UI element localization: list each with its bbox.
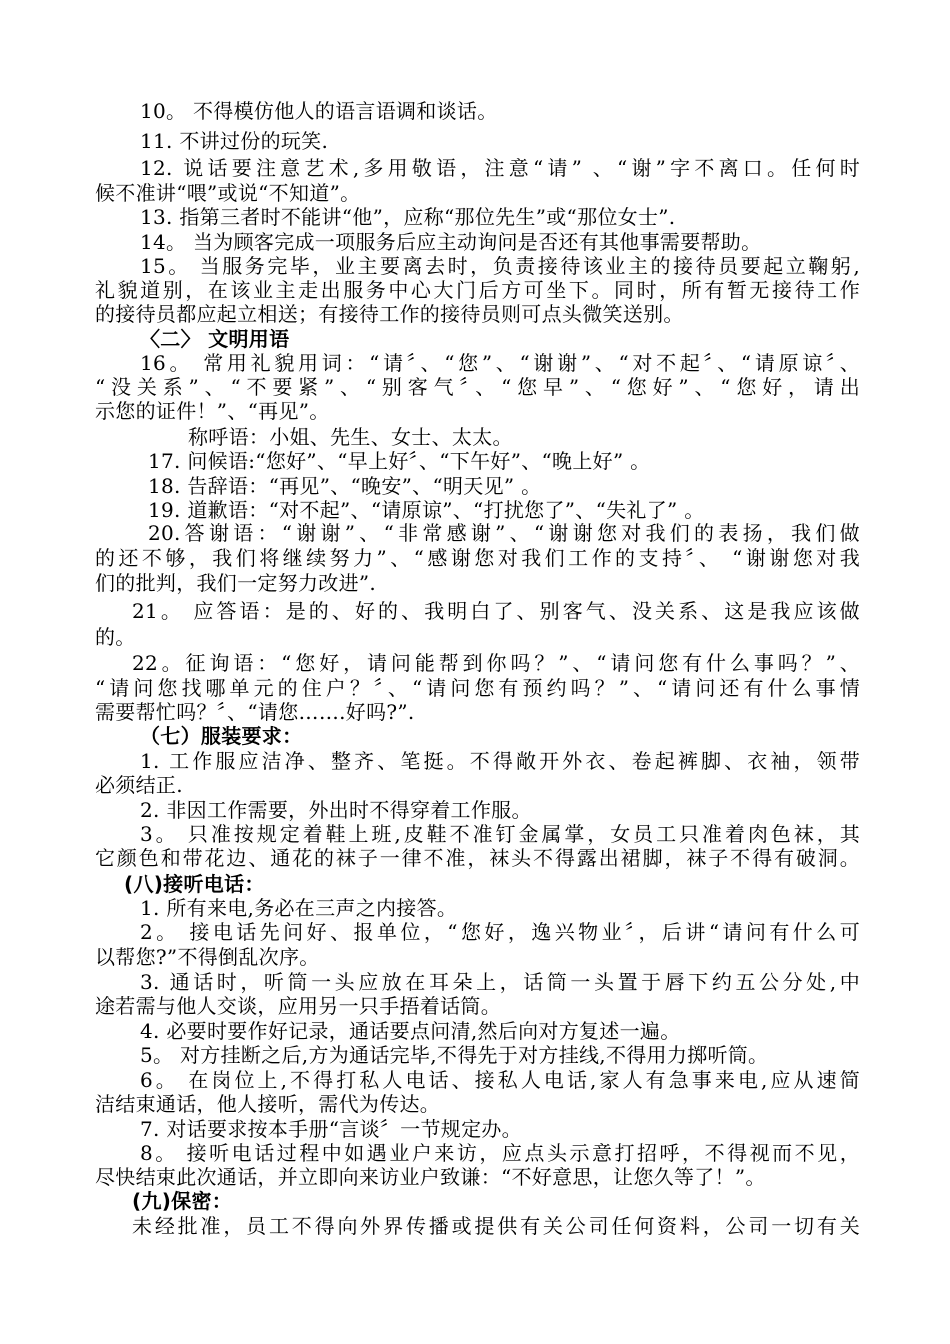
text-line: 10。 不得模仿他人的语言语调和谈话。	[140, 99, 498, 123]
text-line: 未经批准，员工不得向外界传播或提供有关公司任何资料，公司一切有关	[132, 1214, 860, 1238]
text-line: 16。 常用礼貌用词：“请〞、“您”、“谢谢”、“对不起〞、“请原谅〞、	[140, 351, 860, 375]
text-line: 们的批判，我们一定努力改进”.	[95, 571, 377, 595]
text-line: 1. 所有来电,务必在三声之内接答。	[140, 896, 458, 920]
text-line: 22。征询语：“您好，请问能帮到你吗？”、“请问您有什么事吗？”、	[132, 651, 860, 675]
text-line: 7. 对话要求按本手册“言谈〞一节规定办。	[140, 1117, 522, 1141]
text-line: 的接待员都应起立相送；有接待工作的接待员则可点头微笑送别。	[95, 302, 684, 326]
text-line: 11. 不讲过份的玩笑.	[140, 129, 329, 153]
text-line: “请问您找哪单元的住户？〞、“请问您有预约吗？”、“请问还有什么事情	[95, 676, 860, 700]
text-line: 途若需与他人交谈，应用另一只手捂着话筒。	[95, 994, 501, 1018]
text-line: 18. 告辞语：“再见”、“晚安”、“明天见” 。	[148, 474, 542, 498]
text-line: 20.答谢语：“谢谢”、“非常感谢”、“谢谢您对我们的表扬，我们做	[148, 521, 860, 545]
text-line: 3。 只准按规定着鞋上班,皮鞋不准钉金属掌，女员工只准着肉色袜，其	[140, 822, 860, 846]
text-line: 洁结束通话，他人接听，需代为传达。	[95, 1092, 441, 1116]
section-heading: （七）服装要求：	[140, 724, 303, 748]
text-line: 19. 道歉语：“对不起”、“请原谅”、“打扰您了”、“失礼了” 。	[148, 498, 705, 522]
text-line: 候不准讲“喂”或说“不知道”。	[95, 181, 361, 205]
text-line: 13. 指第三者时不能讲“他”，应称“那位先生”或“那位女士”.	[140, 205, 676, 229]
text-line: 2. 非因工作需要，外出时不得穿着工作服。	[140, 798, 532, 822]
text-line: “没关系”、“不要紧”、“别客气〞、“您早”、“您好”、“您好，请出	[95, 375, 860, 399]
section-heading: (九)保密：	[132, 1189, 233, 1213]
text-line: 1. 工作服应洁净、整齐、笔挺。不得敞开外衣、卷起裤脚、衣袖，领带	[140, 749, 860, 773]
text-line: 17. 问候语:“您好”、“早上好〞、“下午好”、“晚上好” 。	[148, 449, 651, 473]
text-line: 6。 在岗位上,不得打私人电话、接私人电话,家人有急事来电,应从速简	[140, 1068, 860, 1092]
text-line: 2。 接电话先问好、报单位，“您好，逸兴物业〞，后讲“请问有什么可	[140, 920, 860, 944]
text-line: 的。	[95, 625, 136, 649]
text-line: 尽快结束此次通话，并立即向来访业户致谦：“不好意思，让您久等了！”。	[95, 1165, 766, 1189]
text-line: 21。 应答语：是的、好的、我明白了、别客气、没关系、这是我应该做	[132, 599, 860, 623]
text-line: 4. 必要时要作好记录，通话要点问清,然后向对方复述一遍。	[140, 1019, 681, 1043]
text-line: 5。 对方挂断之后,方为通话完毕,不得先于对方挂线,不得用力掷听筒。	[140, 1043, 769, 1067]
text-line: 以帮您?”不得倒乱次序。	[95, 945, 320, 969]
text-line: 3. 通话时，听筒一头应放在耳朵上，话筒一头置于唇下约五公分处,中	[140, 970, 860, 994]
text-line: 必须结正.	[95, 773, 183, 797]
section-heading: (八)接听电话：	[124, 872, 265, 896]
text-line: 它颜色和带花边、通花的袜子一律不准，袜头不得露出裙脚，袜子不得有破洞。	[95, 846, 860, 870]
text-line: 8。 接听电话过程中如遇业户来访，应点头示意打招呼，不得视而不见，	[140, 1141, 860, 1165]
section-heading: 〈二〉 文明用语	[140, 327, 290, 351]
text-line: 15。 当服务完毕，业主要离去时，负责接待该业主的接待员要起立鞠躬,	[140, 254, 860, 278]
text-line: 礼貌道别，在该业主走出服务中心大门后方可坐下。同时，所有暂无接待工作	[95, 278, 860, 302]
text-line: 的还不够，我们将继续努力”、“感谢您对我们工作的支持〞、 “谢谢您对我	[95, 546, 860, 570]
text-line: 需要帮忙吗？〞、“请您…….好吗?”.	[95, 700, 415, 724]
text-line: 称呼语：小姐、先生、女士、太太。	[188, 425, 513, 449]
text-line: 示您的证件！”、“再见”。	[95, 399, 330, 423]
text-line: 12. 说话要注意艺术,多用敬语，注意“请” 、“谢”字不离口。任何时	[140, 156, 860, 180]
text-line: 14。 当为顾客完成一项服务后应主动询问是否还有其他事需要帮助。	[140, 230, 762, 254]
